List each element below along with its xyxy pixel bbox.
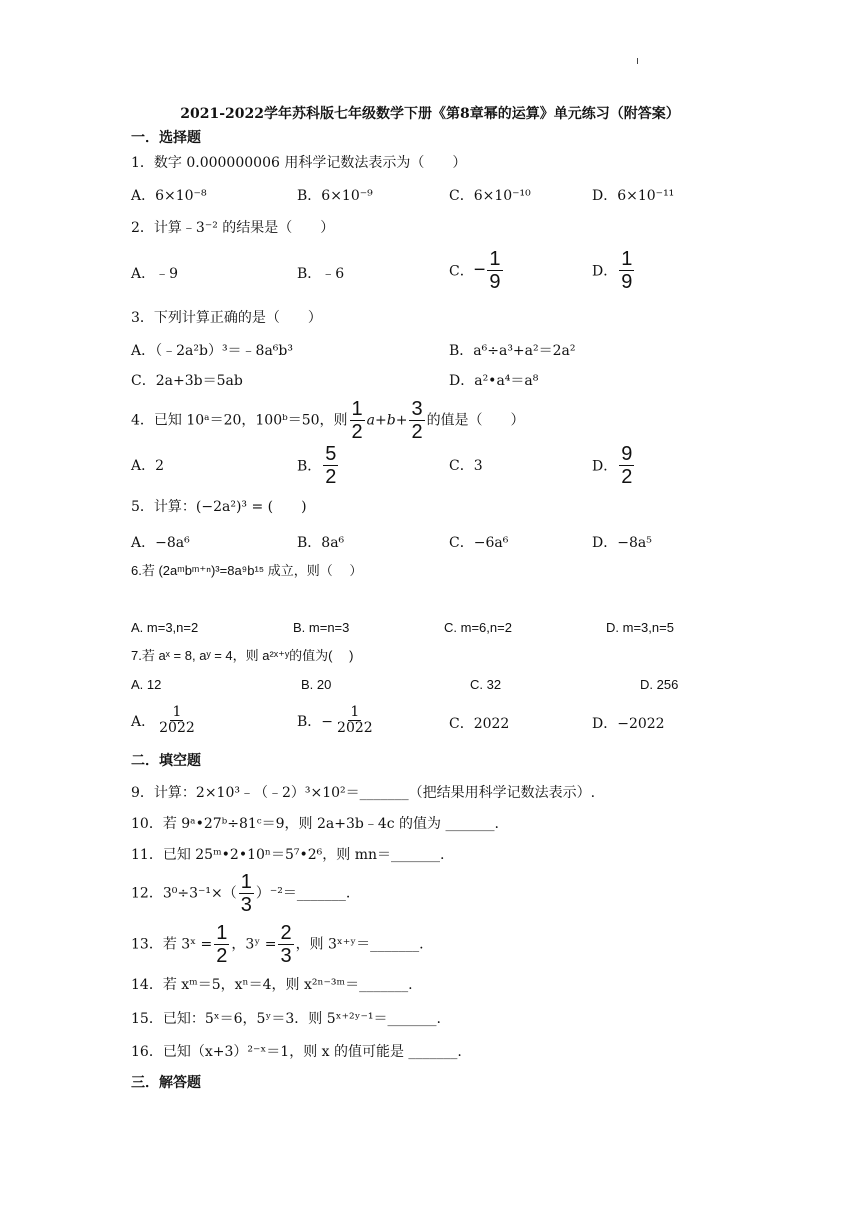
numerator: 5 bbox=[325, 443, 337, 465]
q4-option-d bbox=[592, 443, 636, 488]
denominator: 3 bbox=[240, 894, 252, 916]
q8-option-b-label: B．− bbox=[297, 713, 334, 730]
q13-fraction-1 bbox=[214, 922, 229, 967]
question-9: 9．计算：2×10³﹣（﹣2）³×10²＝_______（把结果用科学记数法表示）. bbox=[131, 785, 596, 801]
q12-post: ）⁻²＝_______. bbox=[255, 885, 351, 902]
q3-option-c: C．2a+3b＝5ab bbox=[131, 373, 243, 389]
q2-option-c-sign: − bbox=[473, 259, 486, 281]
q13-pre: 13．若 3ˣ = bbox=[131, 936, 213, 953]
question-13 bbox=[131, 922, 424, 967]
numerator: 3 bbox=[411, 398, 423, 420]
q8-option-c: C．2022 bbox=[449, 716, 510, 732]
denominator: 2 bbox=[411, 421, 423, 443]
numerator: 1 bbox=[240, 871, 252, 893]
page-mark bbox=[637, 58, 638, 64]
q6-option-d: D. m=3,n=5 bbox=[606, 620, 674, 635]
q8-option-b-fraction bbox=[335, 705, 375, 737]
question-10: 10．若 9ᵃ•27ᵇ÷81ᶜ＝9，则 2a+3b﹣4c 的值为 _______. bbox=[131, 816, 499, 832]
q8-option-d: D．−2022 bbox=[592, 716, 665, 732]
q4-option-a: A．2 bbox=[131, 458, 165, 474]
q2-option-a: A．﹣9 bbox=[131, 266, 179, 282]
denominator: 9 bbox=[621, 271, 633, 293]
q12-pre: 12．3⁰÷3⁻¹×（ bbox=[131, 885, 237, 902]
q3-option-a: A．（﹣2a²b）³＝﹣8a⁶b³ bbox=[131, 343, 293, 359]
q2-option-d bbox=[592, 248, 636, 293]
question-5-stem: 5．计算：(−2a²)³ = ( ) bbox=[131, 499, 307, 515]
q1-option-a: A．6×10⁻⁸ bbox=[131, 188, 207, 204]
denominator: 3 bbox=[280, 945, 292, 967]
q5-option-c: C．−6a⁶ bbox=[449, 535, 509, 551]
q5-option-d: D．−8a⁵ bbox=[592, 535, 652, 551]
question-14: 14．若 xᵐ＝5，xⁿ＝4，则 x²ⁿ⁻³ᵐ＝_______. bbox=[131, 977, 413, 993]
q7-option-b: B. 20 bbox=[301, 677, 332, 692]
question-12 bbox=[131, 871, 350, 916]
q4-option-d-fraction bbox=[619, 443, 634, 488]
q3-option-d: D．a²•a⁴＝a⁸ bbox=[449, 373, 539, 389]
section-heading-choice: 一．选择题 bbox=[131, 130, 201, 146]
q1-option-b: B．6×10⁻⁹ bbox=[297, 188, 373, 204]
q1-option-c: C．6×10⁻¹⁰ bbox=[449, 188, 531, 204]
q4-option-b-fraction bbox=[323, 443, 338, 488]
denominator: 2022 bbox=[159, 720, 195, 737]
q4-stem-mid: a+b+ bbox=[366, 412, 408, 429]
numerator: 2 bbox=[280, 922, 292, 944]
q7-option-c: C. 32 bbox=[470, 677, 502, 692]
q4-option-d-label: D． bbox=[592, 458, 618, 475]
question-7-stem: 7.若 aˣ = 8, aʸ = 4，则 a²ˣ⁺ʸ的值为( ) bbox=[131, 648, 354, 663]
q2-option-c bbox=[449, 248, 505, 293]
q4-option-c: C．3 bbox=[449, 458, 483, 474]
q4-option-b bbox=[297, 443, 340, 488]
q2-option-b: B．﹣6 bbox=[297, 266, 345, 282]
question-6-stem: 6.若 (2aᵐbᵐ⁺ⁿ)³=8a⁹b¹⁵ 成立，则（ ） bbox=[131, 563, 363, 578]
denominator: 9 bbox=[489, 271, 501, 293]
question-11: 11．已知 25ᵐ•2•10ⁿ＝5⁷•2⁶，则 mn＝_______. bbox=[131, 847, 445, 863]
q3-option-b: B．a⁶÷a³+a²＝2a² bbox=[449, 343, 576, 359]
page-title: 2021-2022学年苏科版七年级数学下册《第8章幂的运算》单元练习（附答案） bbox=[180, 106, 680, 122]
q4-fraction-2 bbox=[409, 398, 424, 443]
question-2-stem: 2．计算﹣3⁻² 的结果是（ ） bbox=[131, 220, 335, 236]
q4-stem-pre: 4．已知 10ᵃ＝20，100ᵇ＝50，则 bbox=[131, 412, 348, 429]
question-16: 16．已知（x+3）²⁻ˣ＝1，则 x 的值可能是 _______. bbox=[131, 1044, 462, 1060]
q4-option-b-label: B． bbox=[297, 458, 322, 475]
q2-option-c-fraction bbox=[487, 248, 502, 293]
q6-option-a: A. m=3,n=2 bbox=[131, 620, 199, 635]
q2-option-d-label: D． bbox=[592, 263, 618, 280]
q13-post: ，则 3ˣ⁺ʸ＝_______. bbox=[295, 936, 424, 953]
q13-fraction-2 bbox=[278, 922, 293, 967]
question-1-stem: 1．数字 0.000000006 用科学记数法表示为（ ） bbox=[131, 155, 467, 171]
q8-option-b bbox=[297, 705, 377, 737]
q12-fraction bbox=[239, 871, 254, 916]
denominator: 2 bbox=[216, 945, 228, 967]
denominator: 2022 bbox=[337, 720, 373, 737]
q8-option-a bbox=[131, 705, 199, 737]
q7-option-a: A. 12 bbox=[131, 677, 162, 692]
numerator: 9 bbox=[621, 443, 633, 465]
denominator: 2 bbox=[351, 421, 363, 443]
q2-option-d-fraction bbox=[619, 248, 634, 293]
numerator: 1 bbox=[350, 704, 360, 720]
numerator: 1 bbox=[489, 248, 501, 270]
numerator: 1 bbox=[621, 248, 633, 270]
q5-option-a: A．−8a⁶ bbox=[131, 535, 190, 551]
numerator: 1 bbox=[216, 922, 228, 944]
section-heading-fill: 二．填空题 bbox=[131, 753, 201, 769]
numerator: 1 bbox=[351, 398, 363, 420]
q4-stem-post: 的值是（ ） bbox=[426, 412, 525, 429]
numerator: 1 bbox=[172, 704, 182, 720]
q5-option-b: B．8a⁶ bbox=[297, 535, 345, 551]
q7-option-d: D. 256 bbox=[640, 677, 679, 692]
q8-option-a-fraction bbox=[157, 705, 197, 737]
section-heading-answer: 三．解答题 bbox=[131, 1075, 201, 1091]
denominator: 2 bbox=[621, 466, 633, 488]
question-4-stem bbox=[131, 398, 525, 443]
q1-option-d: D．6×10⁻¹¹ bbox=[592, 188, 675, 204]
q13-mid: ，3ʸ = bbox=[231, 936, 277, 953]
question-3-stem: 3．下列计算正确的是（ ） bbox=[131, 310, 322, 326]
q2-option-c-label: C． bbox=[449, 263, 474, 280]
q4-fraction-1 bbox=[350, 398, 365, 443]
question-15: 15．已知：5ˣ＝6，5ʸ＝3．则 5ˣ⁺²ʸ⁻¹＝_______. bbox=[131, 1011, 441, 1027]
q6-option-c: C. m=6,n=2 bbox=[444, 620, 512, 635]
denominator: 2 bbox=[325, 466, 337, 488]
q8-option-a-label: A． bbox=[131, 713, 156, 730]
q6-option-b: B. m=n=3 bbox=[293, 620, 350, 635]
